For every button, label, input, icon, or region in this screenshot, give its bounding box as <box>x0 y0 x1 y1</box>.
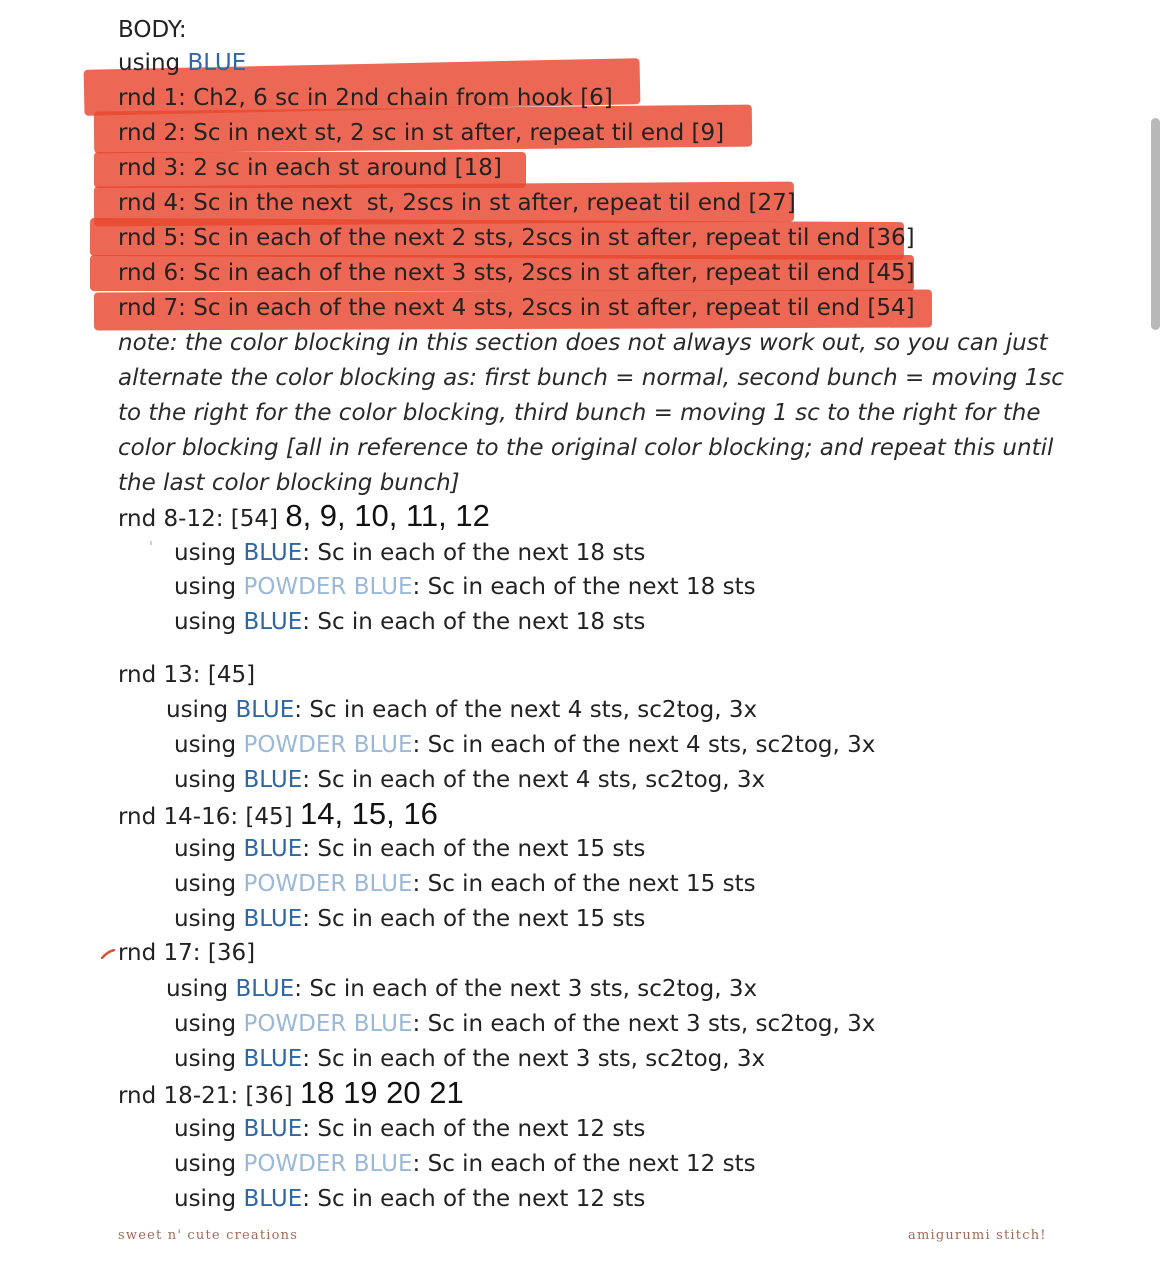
round-14-16-blue-1: using BLUE: Sc in each of the next 15 sts <box>174 836 646 862</box>
round-18-21-blue-1: using BLUE: Sc in each of the next 12 sts <box>174 1116 646 1142</box>
round-17-blue-1: using BLUE: Sc in each of the next 3 sts, sc2tog, 3x <box>166 976 758 1002</box>
scrollbar[interactable] <box>1151 118 1160 330</box>
color-blue-label: BLUE <box>187 50 247 76</box>
footer-left: sweet n' cute creations <box>118 1228 299 1243</box>
round-7: rnd 7: Sc in each of the next 4 sts, 2scs in st after, repeat til end [54] <box>118 295 915 321</box>
round-5: rnd 5: Sc in each of the next 2 sts, 2scs in st after, repeat til end [36] <box>118 225 915 251</box>
check-mark-icon <box>101 949 115 959</box>
round-14-16-header: rnd 14-16: [45] 14, 15, 16 <box>118 796 438 831</box>
round-14-16-blue-2: using BLUE: Sc in each of the next 15 sts <box>174 906 646 932</box>
round-6: rnd 6: Sc in each of the next 3 sts, 2scs in st after, repeat til end [45] <box>118 260 915 286</box>
intro-line: using BLUE <box>118 50 247 76</box>
section-title: BODY: <box>118 17 187 43</box>
note-line: to the right for the color blocking, third bunch = moving 1 sc to the right for the <box>118 400 1041 426</box>
round-18-21-powder: using POWDER BLUE: Sc in each of the next 12 sts <box>174 1151 756 1177</box>
round-2: rnd 2: Sc in next st, 2 sc in st after, repeat til end [9] <box>118 120 725 146</box>
round-18-21-header: rnd 18-21: [36] 18 19 20 21 <box>118 1075 464 1110</box>
handwritten-annotation: 8, 9, 10, 11, 12 <box>285 498 490 533</box>
handwritten-annotation: 18 19 20 21 <box>299 1075 464 1110</box>
round-13-powder: using POWDER BLUE: Sc in each of the next 4 sts, sc2tog, 3x <box>174 732 876 758</box>
round-4: rnd 4: Sc in the next st, 2scs in st after, repeat til end [27] <box>118 190 796 216</box>
round-13-blue-1: using BLUE: Sc in each of the next 4 sts, sc2tog, 3x <box>166 697 758 723</box>
footer-right: amigurumi stitch! <box>908 1228 1047 1243</box>
round-18-21-blue-2: using BLUE: Sc in each of the next 12 sts <box>174 1186 646 1212</box>
round-8-12-blue-1: using BLUE: Sc in each of the next 18 sts <box>174 540 646 566</box>
round-8-12-blue-2: using BLUE: Sc in each of the next 18 sts <box>174 609 646 635</box>
note-line: color blocking [all in reference to the original color blocking; and repeat this until <box>118 435 1054 461</box>
round-3: rnd 3: 2 sc in each st around [18] <box>118 155 502 181</box>
round-13-blue-2: using BLUE: Sc in each of the next 4 sts, sc2tog, 3x <box>174 767 766 793</box>
round-14-16-powder: using POWDER BLUE: Sc in each of the next 15 sts <box>174 871 756 897</box>
handwritten-annotation: 14, 15, 16 <box>299 796 438 831</box>
round-8-12-header: rnd 8-12: [54] 8, 9, 10, 11, 12 <box>118 498 490 533</box>
round-13-header: rnd 13: [45] <box>118 662 256 688</box>
round-1: rnd 1: Ch2, 6 sc in 2nd chain from hook [6] <box>118 85 613 111</box>
note-line: alternate the color blocking as: first bunch = normal, second bunch = moving 1sc <box>118 365 1064 391</box>
stray-mark <box>150 541 152 545</box>
round-8-12-powder: using POWDER BLUE: Sc in each of the next 18 sts <box>174 574 756 600</box>
round-17-blue-2: using BLUE: Sc in each of the next 3 sts, sc2tog, 3x <box>174 1046 766 1072</box>
note-line: note: the color blocking in this section does not always work out, so you can just <box>118 330 1048 356</box>
round-17-powder: using POWDER BLUE: Sc in each of the next 3 sts, sc2tog, 3x <box>174 1011 876 1037</box>
round-17-header: rnd 17: [36] <box>118 940 256 966</box>
note-line: the last color blocking bunch] <box>118 470 460 496</box>
